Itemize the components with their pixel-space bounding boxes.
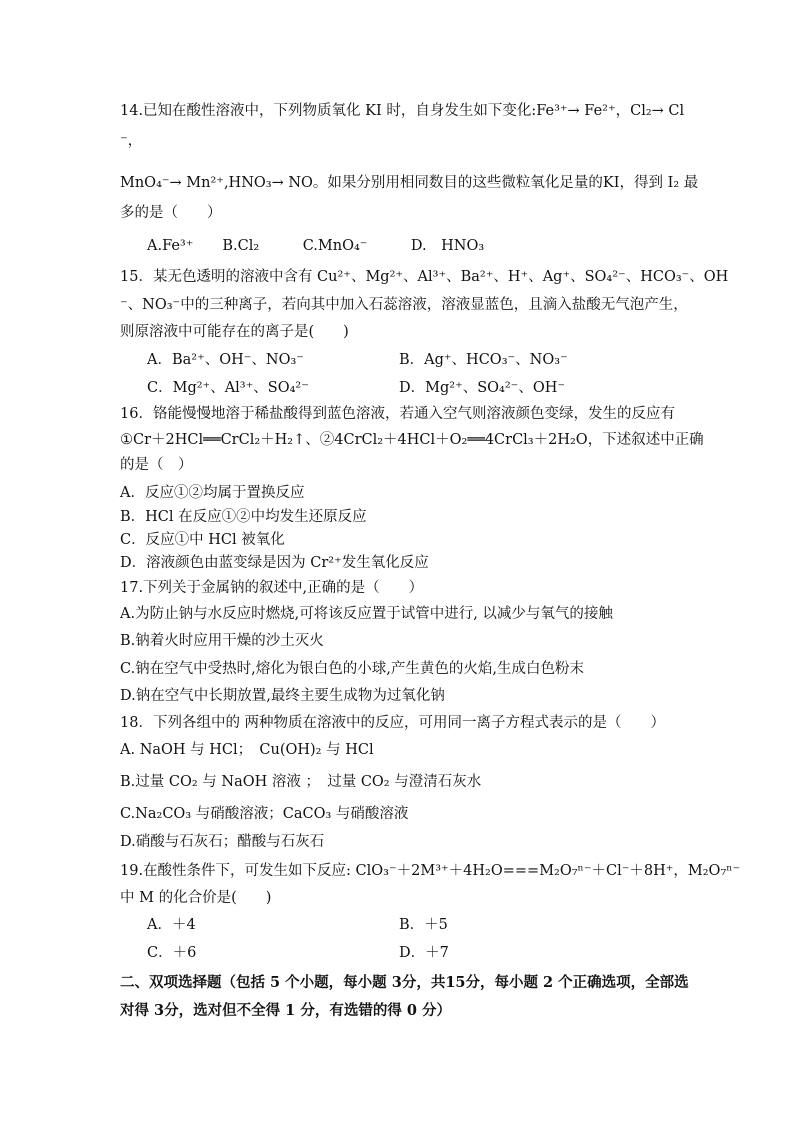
- q19-option-d: D．＋7: [399, 945, 449, 961]
- section-heading-line2: 对得 3分，选对但不全得 1 分，有选错的得 0 分）: [120, 1002, 452, 1019]
- q15-option-d: D．Mg²⁺、SO₄²⁻、OH⁻: [399, 380, 566, 396]
- q14-stem-line1: 14.已知在酸性溶液中，下列物质氧化 KI 时，自身发生如下变化:Fe³⁺→ Fe²⁺，Cl₂→ Cl: [120, 103, 685, 119]
- q17-option-a: A.为防止钠与水反应时燃烧,可将该反应置于试管中进行, 以减少与氧气的接触: [120, 606, 613, 622]
- q15-stem-line2: ⁻、NO₃⁻中的三种离子，若向其中加入石蕊溶液，溶液显蓝色，且滴入盐酸无气泡产生，: [120, 297, 688, 313]
- q16-option-a: A．反应①②均属于置换反应: [120, 485, 305, 501]
- q18-option-c: C.Na₂CO₃ 与硝酸溶液；CaCO₃ 与硝酸溶液: [120, 806, 409, 822]
- q14-options: A.Fe³⁺ B.Cl₂ C.MnO₄⁻ D. HNO₃: [147, 238, 485, 254]
- q15-option-b: B．Ag⁺、HCO₃⁻、NO₃⁻: [399, 352, 568, 368]
- q19-option-c: C．＋6: [147, 945, 197, 961]
- q19-stem-line1: 19.在酸性条件下，可发生如下反应: ClO₃⁻＋2M³⁺＋4H₂O===M₂O₇ⁿ⁻＋Cl⁻＋8H⁺，M₂O₇ⁿ⁻: [120, 863, 741, 879]
- q16-stem-line3: 的是（ ）: [120, 457, 193, 473]
- q14-stem-line2: MnO₄⁻→ Mn²⁺,HNO₃→ NO。如果分别用相同数目的这些微粒氧化足量的KI，得到 I₂ 最: [120, 175, 699, 191]
- q14-stem-line3: 多的是（ ）: [120, 205, 222, 221]
- section-heading-line1: 二、双项选择题（包括 5 个小题，每小题 3分，共15分，每小题 2 个正确选项，全部选: [120, 974, 689, 991]
- q19-option-a: A．＋4: [147, 917, 196, 933]
- q19-option-b: B．＋5: [399, 917, 448, 933]
- q15-option-a: A．Ba²⁺、OH⁻、NO₃⁻: [147, 352, 304, 368]
- q17-stem: 17.下列关于金属钠的叙述中,正确的是（ ）: [120, 580, 424, 596]
- q17-option-b: B.钠着火时应用干燥的沙土灭火: [120, 633, 324, 649]
- q19-stem-line2: 中 M 的化合价是( ): [120, 890, 272, 906]
- q17-option-d: D.钠在空气中长期放置,最终主要生成物为过氧化钠: [120, 688, 445, 704]
- q17-option-c: C.钠在空气中受热时,熔化为银白色的小球,产生黄色的火焰,生成白色粉末: [120, 661, 585, 677]
- q14-stem-line1-wrap: ⁻，: [120, 133, 143, 149]
- q16-stem-line1: 16．铬能慢慢地溶于稀盐酸得到蓝色溶液，若通入空气则溶液颜色变绿，发生的反应有: [120, 406, 675, 422]
- q15-option-c: C．Mg²⁺、Al³⁺、SO₄²⁻: [147, 380, 309, 396]
- q18-option-d: D.硝酸与石灰石；醋酸与石灰石: [120, 834, 325, 850]
- q15-stem-line1: 15．某无色透明的溶液中含有 Cu²⁺、Mg²⁺、Al³⁺、Ba²⁺、H⁺、Ag⁺、SO₄²⁻、HCO₃⁻、OH: [120, 269, 729, 285]
- q18-option-a: A. NaOH 与 HCl； Cu(OH)₂ 与 HCl: [120, 742, 374, 758]
- q18-option-b: B.过量 CO₂ 与 NaOH 溶液 ； 过量 CO₂ 与澄清石灰水: [120, 774, 482, 790]
- q15-stem-line3: 则原溶液中可能存在的离子是( ): [120, 324, 349, 340]
- q16-option-c: C．反应①中 HCl 被氧化: [120, 532, 285, 548]
- q18-stem: 18．下列各组中的 两种物质在溶液中的反应，可用同一离子方程式表示的是（ ）: [120, 715, 666, 731]
- q16-option-b: B．HCl 在反应①②中均发生还原反应: [120, 509, 367, 525]
- q16-option-d: D．溶液颜色由蓝变绿是因为 Cr²⁺发生氧化反应: [120, 555, 429, 571]
- q16-stem-line2: ①Cr＋2HCl══CrCl₂＋H₂↑、②4CrCl₂＋4HCl＋O₂══4CrCl₃＋2H₂O，下述叙述中正确: [120, 432, 704, 448]
